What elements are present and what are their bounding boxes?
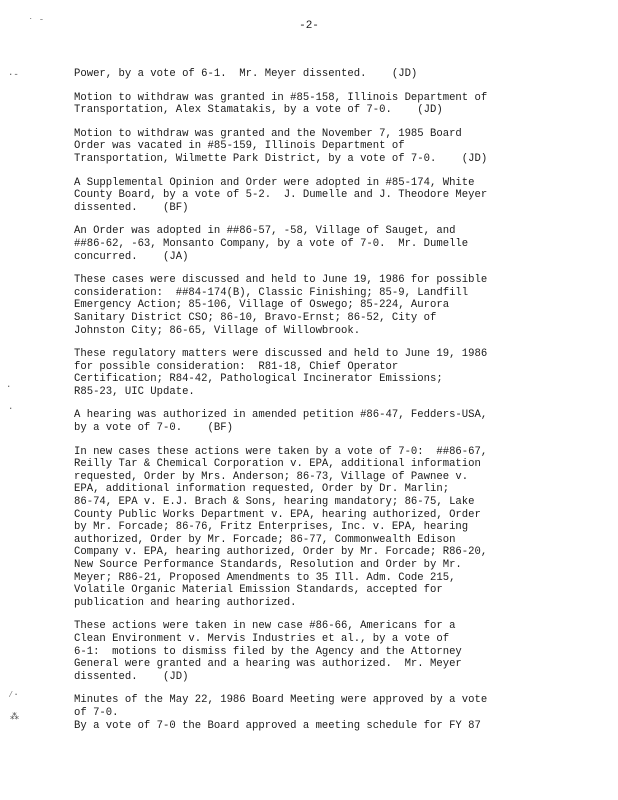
paragraph-12: By a vote of 7-0 the Board approved a meeting schedule for FY 87 [74, 719, 481, 732]
margin-mark-top-left: ˙ ˉ [28, 18, 45, 28]
page-number: -2- [299, 20, 319, 32]
margin-mark-left-4: ⁄· [8, 690, 19, 700]
paragraph-10: These actions were taken in new case #86-66, Americans for a Clean Environment v. Mervis Industries et al., by a vote of 6-1: motions to dismiss filed by the Agency and the Attorney General were granted and a hearing was authorized. Mr. Meyer dissented. (JD) [74, 620, 462, 683]
paragraph-1: Power, by a vote of 6-1. Mr. Meyer dissented. (JD) [74, 68, 418, 80]
paragraph-5: An Order was adopted in ##86-57, -58, Village of Sauget, and ##86-62, -63, Monsanto Company, by a vote of 7-0. Mr. Dumelle concurred. (JA) [74, 225, 469, 263]
paragraph-4: A Supplemental Opinion and Order were adopted in #85-174, White County Board, by a vote of 5-2. J. Dumelle and J. Theodore Meyer dissented. (BF) [74, 176, 488, 214]
paragraph-11: Minutes of the May 22, 1986 Board Meeting were approved by a vote of 7-0. [74, 694, 488, 719]
margin-mark-left-3: · [8, 404, 14, 414]
margin-mark-left-1: ·- [8, 70, 19, 80]
body-text [74, 68, 574, 743]
paragraph-3: Motion to withdraw was granted and the November 7, 1985 Board Order was vacated in #85-159, Illinois Department of Transportation, Wilmette Park District, by a vote of 7-0. (JD) [74, 127, 488, 165]
paragraph-7: These regulatory matters were discussed and held to June 19, 1986 for possible consideration: R81-18, Chief Operator Certification; R84-42, Pathological Incinerator Emissions; R85-23, UIC Update. [74, 348, 488, 398]
paragraph-6: These cases were discussed and held to June 19, 1986 for possible consideration: ##84-174(B), Classic Finishing; 85-9, Landfill Emergency Action; 85-106, Village of Oswego; 85-224, Aurora Sanitary District CSO; 86-10, Bravo-Ernst; 86-52, City of Johnston City; 86-65, Village of Willowbrook. [74, 274, 488, 337]
margin-mark-left-2: · [6, 382, 12, 392]
paragraph-2: Motion to withdraw was granted in #85-158, Illinois Department of Transportation, Alex Stamatakis, by a vote of 7-0. (JD) [74, 91, 488, 117]
paragraph-8: A hearing was authorized in amended petition #86-47, Fedders-USA, by a vote of 7-0. (BF) [74, 409, 488, 435]
margin-mark-left-5: ⁂ [10, 712, 19, 722]
paragraph-9: In new cases these actions were taken by a vote of 7-0: ##86-67, Reilly Tar & Chemical Corporation v. EPA, additional information requested, Order by Mrs. Anderson; 86-73, Village of Pawnee v. EPA, additional information requested, Order by Dr. Marlin; 86-74, EPA v. E.J. Brach & Sons, hearing mandatory; 86-75, Lake County Public Works Department v. EPA, hearing authorized, Order by Mr. Forcade; 86-76, Fritz Enterprises, Inc. v. EPA, hearing authorized, Order by Mr. Forcade; 86-77, Commonwealth Edison Company v. EPA, hearing authorized, Order by Mr. Forcade; R86-20, New Source Performance Standards, Resolution and Order by Mr. Meyer; R86-21, Proposed Amendments to 35 Ill. Adm. Code 215, Volatile Organic Material Emission Standards, accepted for publication and hearing authorized. [74, 445, 488, 609]
